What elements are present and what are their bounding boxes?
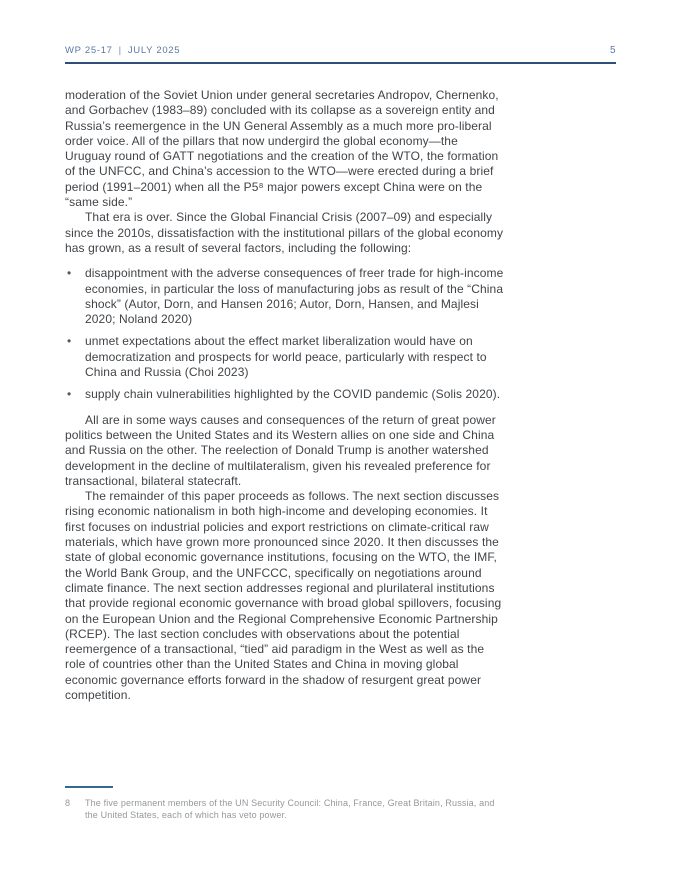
footnote-text: The five permanent members of the UN Security Council: China, France, Great Britain, Russia, and the United States, each of which has veto power. — [85, 798, 495, 820]
footnote-area — [65, 786, 616, 821]
bullet-list — [65, 266, 507, 402]
paragraph-roadmap: The remainder of this paper proceeds as follows. The next section discusses rising economic nationalism in both high-income and developing economies. It first focuses on industrial policies and export restrictions on climate-critical raw materials, which have grown more pronounced since 2020. It then discusses the state of global economic governance institutions, focusing on the WTO, the IMF, the World Bank Group, and the UNFCCC, specifically on negotiations around climate finance. The next section addresses regional and plurilateral institutions that provide regional economic governance with broad global spillovers, focusing on the European Union and the Regional Comprehensive Economic Partnership (RCEP). The last section concludes with observations about the potential reemergence of a transactional, “tied” aid paradigm in the West as well as the role of countries other than the United States and China in moving global economic governance efforts forward in the shadow of resurgent great power competition. — [65, 489, 502, 702]
list-item-text: unmet expectations about the effect market liberalization would have on democratization and prospects for world peace, particularly with respect to China and Russia (Choi 2023) — [85, 334, 487, 380]
paragraph-great-power: All are in some ways causes and consequences of the return of great power politics between the United States and its Western allies on one side and China and Russia on the other. The reelection of Donald Trump is another watershed development in the decline of multilateralism, given his revealed preference for transactional, bilateral statecraft. — [65, 412, 496, 488]
page-number: 5 — [609, 45, 616, 56]
paragraph-era-over: That era is over. Since the Global Financial Crisis (2007–09) and especially since the 2010s, dissatisfaction with the institutional pillars of the global economy has grown, as a result of several factors, including the following: — [65, 210, 504, 255]
list-item-text: disappointment with the adverse consequences of freer trade for high-income economies, in particular the loss of manufacturing jobs as result of the “China shock” (Autor, Dorn, and Hansen 2016; Autor, Dorn, Hansen, and Majlesi 2020; Noland 2020) — [85, 266, 504, 327]
list-item-text: supply chain vulnerabilities highlighted by the COVID pandemic (Solis 2020). — [85, 387, 501, 402]
bullet-icon: • — [67, 334, 72, 349]
page-header — [65, 45, 616, 56]
doc-date: JULY 2025 — [127, 45, 181, 56]
running-head — [65, 45, 180, 56]
bullet-icon: • — [67, 266, 72, 281]
paragraph-continued: moderation of the Soviet Union under general secretaries Andropov, Chernenko, and Gorbachev (1983–89) concluded with its collapse as a sovereign entity and Russia’s reemergence in the UN General Assembly as a much more pro-liberal order voice. All of the pillars that now undergird the global economy—the Uruguay round of GATT negotiations and the creation of the WTO, the formation of the UNFCC, and China’s accession to the WTO—were erected during a brief period (1991–2001) when all the P5⁸ major powers except China were on the “same side.” — [65, 88, 499, 210]
footnote-number: 8 — [65, 798, 71, 808]
header-rule — [65, 62, 616, 64]
list-item — [65, 387, 507, 402]
bullet-icon: • — [67, 387, 72, 402]
footnote — [65, 797, 616, 821]
header-separator: | — [118, 45, 122, 56]
list-item — [65, 266, 507, 327]
body-text-column — [65, 88, 507, 703]
footnote-rule — [65, 786, 113, 788]
list-item — [65, 334, 507, 380]
doc-id: WP 25-17 — [65, 45, 113, 56]
